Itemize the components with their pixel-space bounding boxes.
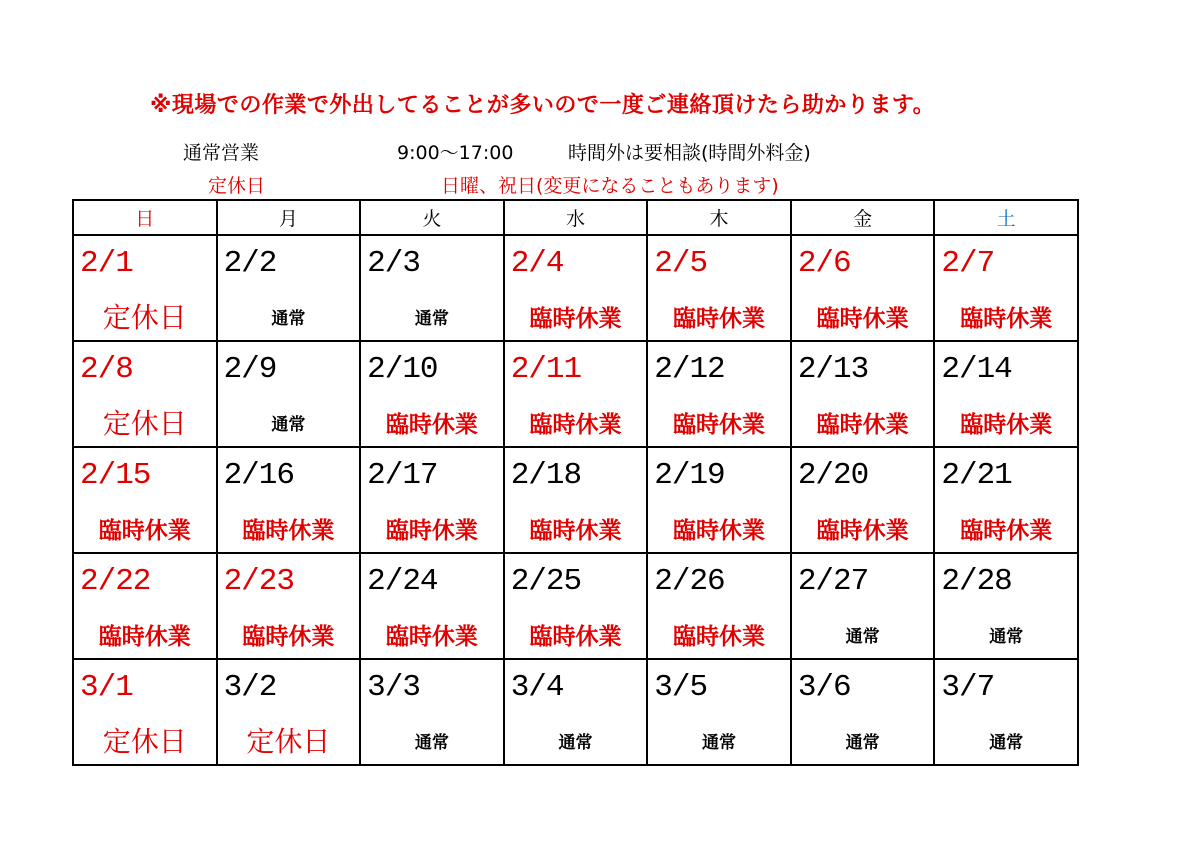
day-status: 定休日 (102, 725, 187, 758)
day-status: 臨時休業 (816, 306, 909, 332)
day-status: 臨時休業 (673, 306, 766, 332)
day-status: 臨時休業 (98, 624, 191, 650)
day-date: 2/11 (510, 352, 582, 387)
day-status: 臨時休業 (385, 412, 478, 438)
day-status: 臨時休業 (960, 412, 1053, 438)
calendar-day-cell (73, 447, 217, 553)
calendar-day-cell (73, 659, 217, 765)
calendar-week-row (73, 553, 1078, 659)
day-date: 2/10 (367, 352, 438, 387)
day-date: 2/7 (941, 246, 995, 281)
day-date: 2/26 (654, 564, 725, 599)
calendar-day-cell (934, 659, 1078, 765)
calendar-day-cell (791, 659, 935, 765)
calendar-day-cell (217, 447, 361, 553)
day-status: 臨時休業 (242, 518, 335, 544)
day-date: 3/3 (367, 670, 420, 705)
day-status: 臨時休業 (529, 306, 622, 332)
day-status: 臨時休業 (385, 518, 478, 544)
weekday-header: 月 (217, 200, 361, 235)
calendar-day-cell (217, 341, 361, 447)
day-date: 2/8 (80, 352, 133, 387)
calendar-day-cell (791, 447, 935, 553)
day-status: 通常 (414, 309, 449, 329)
calendar-day-cell (934, 341, 1078, 447)
day-date: 2/15 (80, 458, 151, 493)
calendar-week-row (73, 447, 1078, 553)
calendar-day-cell (360, 659, 504, 765)
contact-notice: ※現場での作業で外出してることが多いので一度ご連絡頂けたら助かります。 (150, 93, 936, 118)
day-status: 定休日 (102, 407, 187, 440)
day-date: 2/21 (941, 458, 1012, 493)
calendar-day-cell (360, 341, 504, 447)
calendar-day-cell (647, 341, 791, 447)
day-date: 2/4 (510, 246, 564, 281)
day-date: 3/2 (223, 670, 277, 705)
day-date: 2/14 (941, 352, 1012, 387)
day-status: 臨時休業 (816, 518, 909, 544)
day-status: 定休日 (102, 301, 187, 334)
day-status: 通常 (845, 733, 880, 753)
calendar-table (72, 199, 1079, 766)
day-date: 2/13 (797, 352, 869, 387)
calendar-day-cell (647, 235, 791, 341)
calendar-day-cell (217, 553, 361, 659)
day-status: 臨時休業 (960, 306, 1053, 332)
day-status: 定休日 (246, 725, 331, 758)
calendar-day-cell (360, 235, 504, 341)
day-date: 2/19 (654, 458, 725, 493)
day-date: 2/22 (80, 564, 151, 599)
day-status: 通常 (271, 415, 306, 435)
weekday-header: 木 (647, 200, 791, 235)
day-status: 臨時休業 (385, 624, 478, 650)
day-date: 2/6 (797, 246, 851, 281)
calendar-day-cell (791, 235, 935, 341)
day-date: 2/17 (367, 458, 438, 493)
day-status: 臨時休業 (673, 624, 766, 650)
calendar-day-cell (647, 659, 791, 765)
calendar-week-row (73, 659, 1078, 765)
calendar-day-cell (360, 447, 504, 553)
day-date: 2/28 (941, 564, 1012, 599)
day-status: 臨時休業 (529, 412, 622, 438)
day-status: 通常 (845, 627, 880, 647)
day-date: 2/3 (367, 246, 420, 281)
day-date: 2/24 (367, 564, 438, 599)
calendar-day-cell (504, 553, 648, 659)
day-status: 通常 (271, 309, 306, 329)
calendar-day-cell (647, 553, 791, 659)
day-date: 2/1 (80, 246, 133, 281)
calendar-day-cell (791, 341, 935, 447)
day-status: 臨時休業 (673, 518, 766, 544)
calendar-day-cell (647, 447, 791, 553)
weekday-header: 土 (934, 200, 1078, 235)
day-date: 2/18 (510, 458, 582, 493)
day-status: 通常 (989, 733, 1024, 753)
holiday-days: 日曜、祝日(変更になることもあります) (441, 175, 779, 197)
day-date: 2/27 (797, 564, 869, 599)
calendar-day-cell (934, 553, 1078, 659)
holiday-label: 定休日 (208, 175, 266, 197)
calendar-day-cell (73, 341, 217, 447)
day-date: 2/16 (223, 458, 294, 493)
day-date: 3/5 (654, 670, 708, 705)
day-status: 通常 (989, 627, 1024, 647)
day-status: 臨時休業 (673, 412, 766, 438)
calendar-day-cell (934, 447, 1078, 553)
day-status: 臨時休業 (960, 518, 1053, 544)
day-status: 臨時休業 (529, 624, 622, 650)
day-date: 2/5 (654, 246, 708, 281)
day-date: 2/23 (223, 564, 294, 599)
business-hours-label: 通常営業 (183, 142, 260, 164)
calendar-day-cell (73, 235, 217, 341)
calendar-day-cell (217, 659, 361, 765)
calendar-week-row (73, 341, 1078, 447)
day-date: 3/7 (941, 670, 995, 705)
day-status: 通常 (414, 733, 449, 753)
calendar-week-row (73, 235, 1078, 341)
day-status: 通常 (558, 733, 593, 753)
day-status: 臨時休業 (242, 624, 335, 650)
calendar-day-cell (504, 447, 648, 553)
day-status: 臨時休業 (816, 412, 909, 438)
day-date: 2/9 (223, 352, 277, 387)
day-status: 臨時休業 (529, 518, 622, 544)
day-status: 通常 (702, 733, 737, 753)
weekday-header-row (73, 200, 1078, 235)
calendar-day-cell (360, 553, 504, 659)
weekday-header: 水 (504, 200, 648, 235)
calendar-day-cell (217, 235, 361, 341)
day-date: 3/6 (797, 670, 851, 705)
day-date: 2/12 (654, 352, 725, 387)
weekday-header: 火 (360, 200, 504, 235)
day-date: 3/1 (80, 670, 133, 705)
day-date: 2/2 (223, 246, 277, 281)
weekday-header: 金 (791, 200, 935, 235)
day-date: 3/4 (510, 670, 564, 705)
calendar-day-cell (504, 235, 648, 341)
business-hours-note: 時間外は要相談(時間外料金) (568, 142, 811, 164)
calendar-day-cell (73, 553, 217, 659)
day-date: 2/20 (797, 458, 869, 493)
calendar-day-cell (791, 553, 935, 659)
business-hours-time: 9:00〜17:00 (397, 142, 514, 164)
weekday-header: 日 (73, 200, 217, 235)
calendar-day-cell (504, 659, 648, 765)
calendar-day-cell (504, 341, 648, 447)
day-status: 臨時休業 (98, 518, 191, 544)
calendar-day-cell (934, 235, 1078, 341)
day-date: 2/25 (510, 564, 582, 599)
